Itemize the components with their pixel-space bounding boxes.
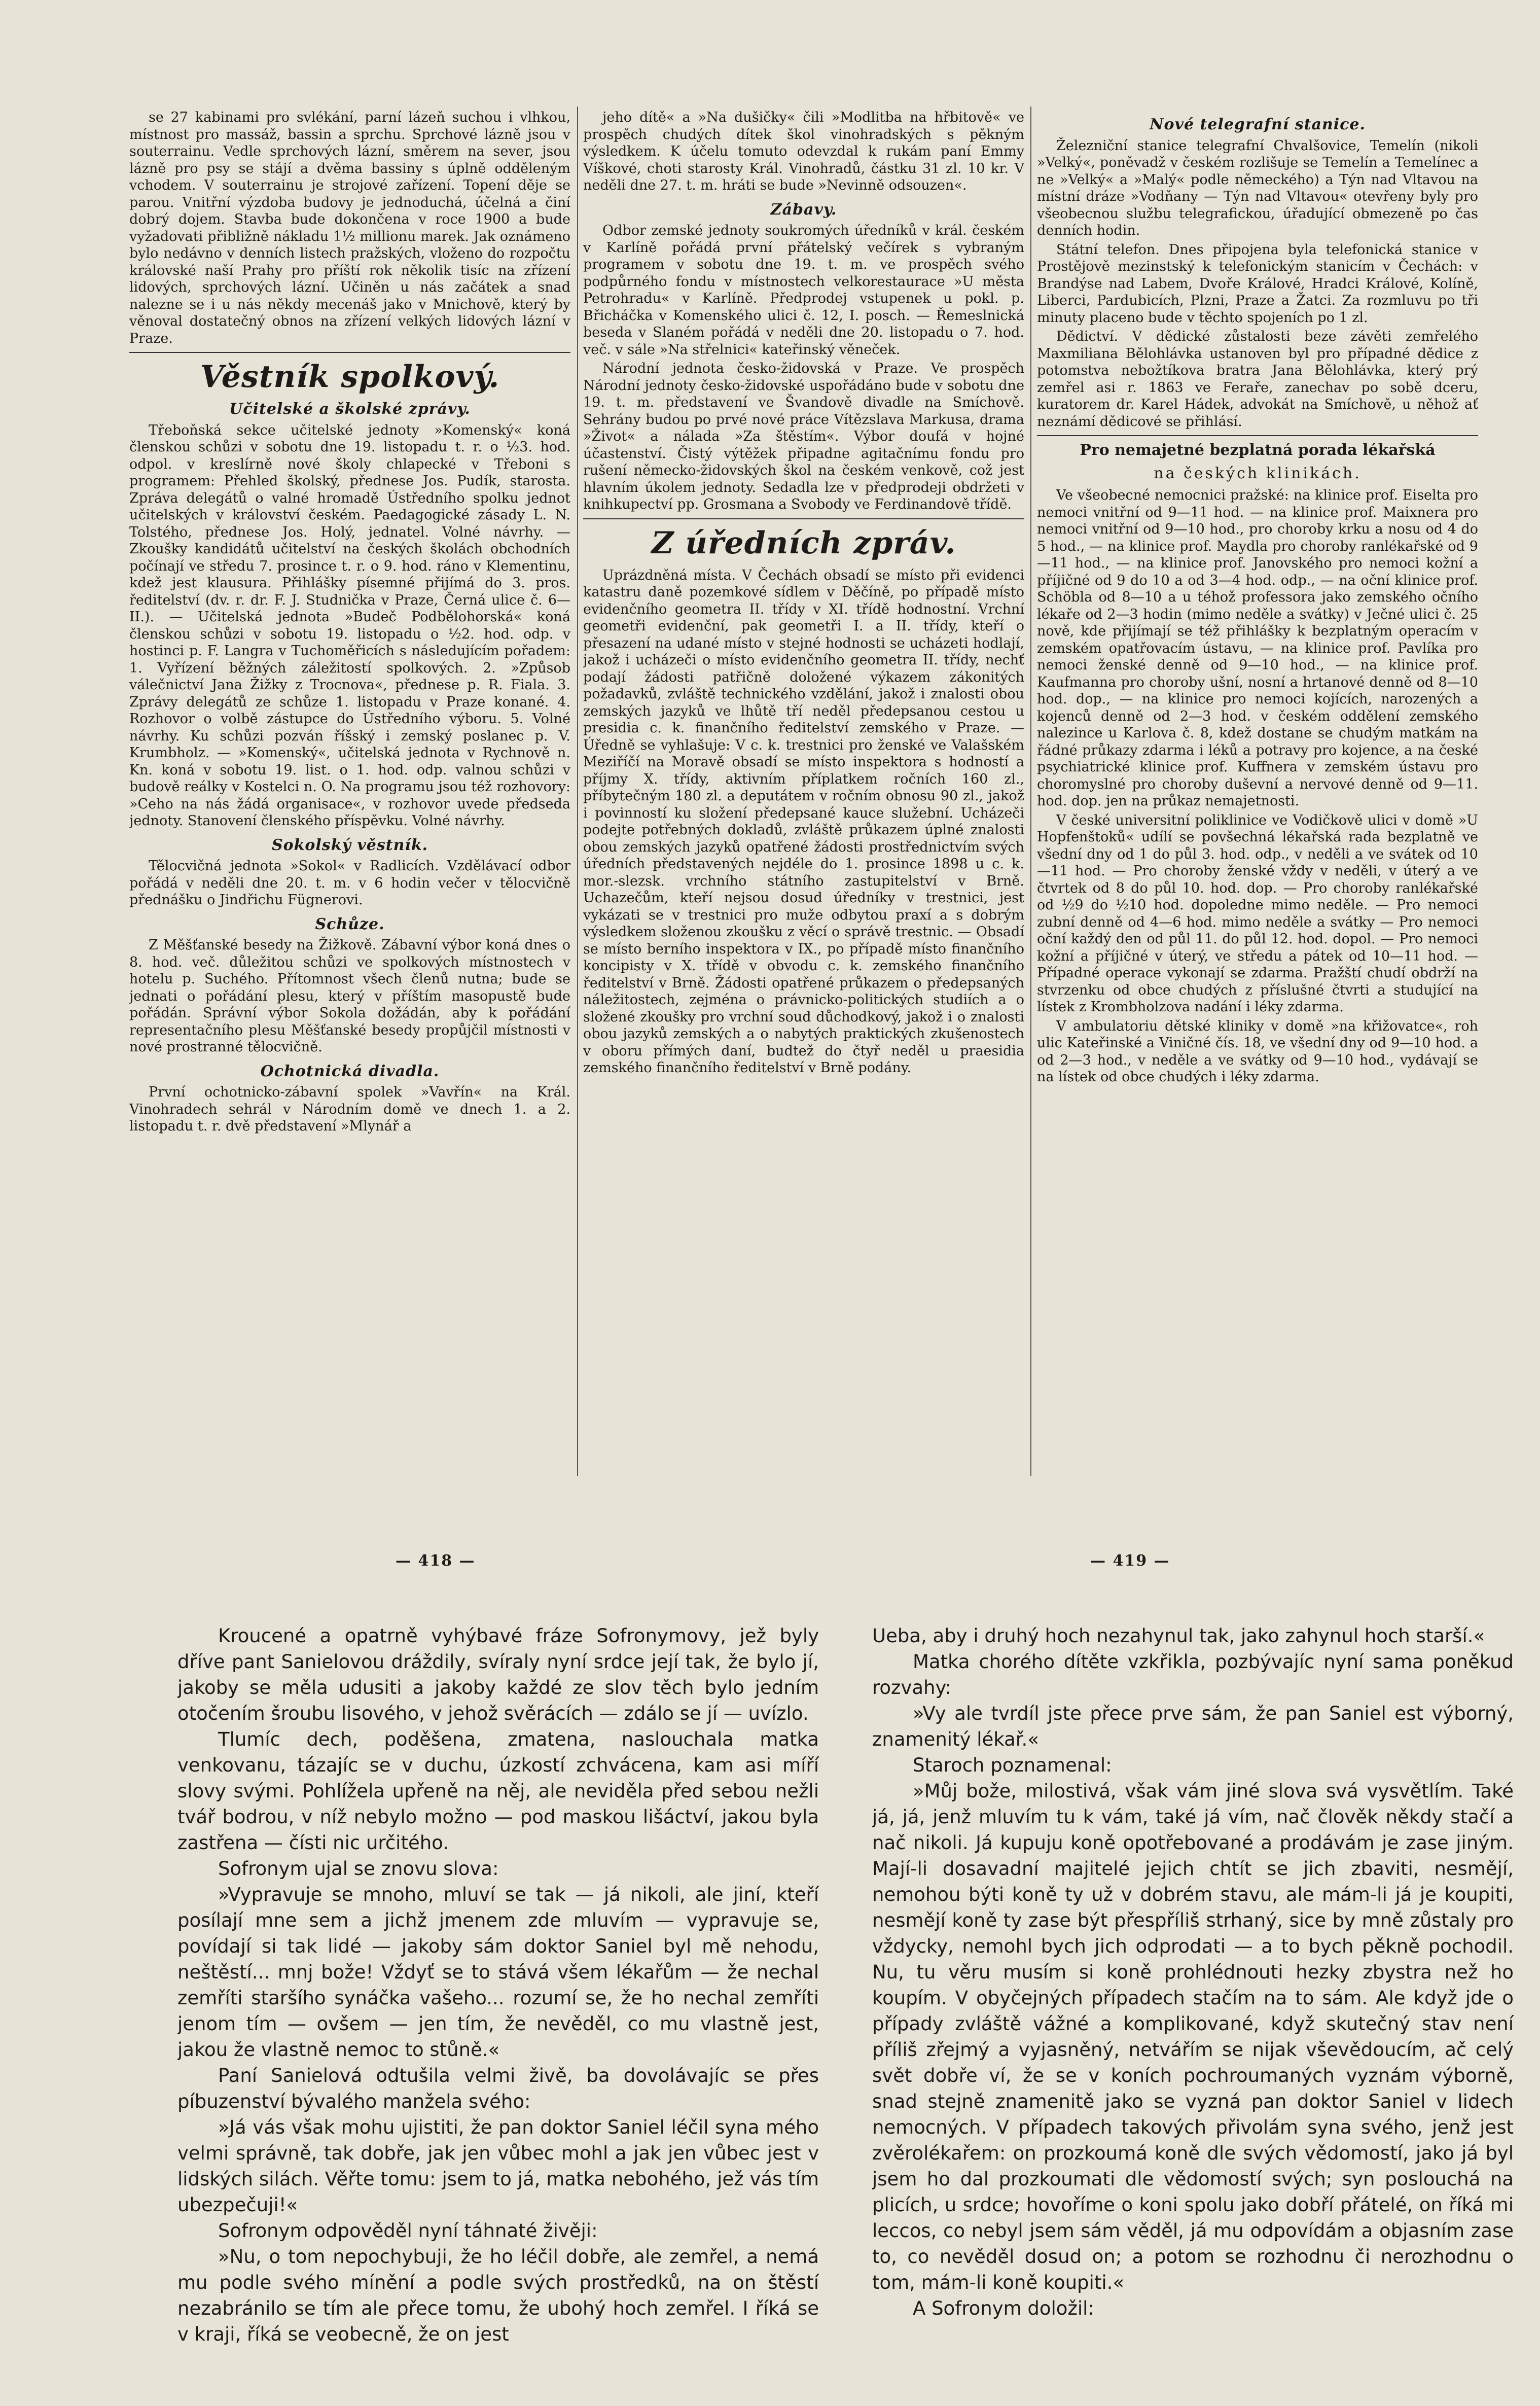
intro-paragraph: se 27 kabinami pro svlékání, parní lázeň suchou i vlhkou, místnost pro massáž, bassin a sprchu. Sprchové lázně jsou v souterrainu. Vedle sprchových lázní, směrem na sever, jsou lázně pro psy se stájí a dvěma bassiny s úplně odděleným vchodem. V souterrainu je strojové zařízení. Topení děje se parou. Vnitřní výzdoba budovy je jednoduchá, účelná a činí dobrý dojem. Stavba bude dokončena v roce 1900 a bude vyžadovati přibližně nákladu 1½ millionu marek. Jak oznámeno bylo nedávno v denních listech pražských, vloženo do rozpočtu královské naší Prahy pro příští rok několik tisíc na zřízení lidových, sprchových lázní. Učiněn u nás začátek a snad nalezne se i u nás někdy mecenáš jako v Mnichově, který by věnoval dostatečný obnos na zřízení velkých lidových lázní v Praze. xyxy=(129,110,570,346)
text-paragraph: Ueba, aby i druhý hoch nezahynul tak, jako zahynul hoch starší.« xyxy=(872,1625,1485,1647)
column-3 xyxy=(1037,109,1478,1088)
text-paragraph: »Já vás však mohu ujistiti, že pan doktor Saniel léčil syna mého velmi správně, tak dobře, jak jen vůbec mohl a jak jen vůbec jest v lidských silách. Věřte tomu: jsem to já, matka nebohého, jež vás tím ubezpečuji!« xyxy=(177,2116,819,2216)
column-2 xyxy=(583,109,1024,1079)
paragraph-zabavy: Odbor zemské jednoty soukromých úředníků v král. českém v Karlíně pořádá první přátelský večírek s vybraným programem v sobotu dne 19. t. m. ve prospěch svého podpůrného fondu v místnostech velkorestaurace »U města Petrohradu« v Karlíně. Předprodej vstupenek u pokl. p. Břicháčka v Komenského ulici č. 12, I. posch. — Řemeslnická beseda v Slaném pořádá v neděli dne 20. listopadu o 7. hod. več. v sále »Na střelnici« kateřinský věneček. xyxy=(583,223,1024,358)
text-paragraph: Matka chorého dítěte vzkřikla, pozbývajíc nyní sama poněkud rozvahy: xyxy=(872,1651,1514,1699)
text-paragraph: »Vypravuje se mnoho, mluví se tak — já nikoli, ale jiní, kteří posílají mne sem a jichž jmenem zde mluvím — vypravuje se, povídají si tak lidé — jakoby sám doktor Saniel byl mě nehodu, neštěstí... mnj bože! Vždyť se to stává všem lékařům — že nechal zemříti staršího synáčka vašeho... rozumí se, že ho nechal zemříti jenom tím — ovšem — jen tím, že nevěděl, co mu vlastně jest, jakou že vlastně nemoc to stůně.« xyxy=(177,1884,819,2061)
text-paragraph: »Nu, o tom nepochybuji, že ho léčil dobře, ale zemřel, a nemá mu podle svého mínění a podle svých prostředků, na on štěstí nezabránilo se tím ale přece tomu, že ubohý hoch zemřel. I říká se v kraji, říká se veobecně, že on jest xyxy=(177,2246,819,2345)
text-paragraph: Staroch poznamenal: xyxy=(913,1754,1112,1776)
paragraph-narodni: Národní jednota česko-židovská v Praze. Ve prospěch Národní jednoty česko-židovské uspořádáno bude v sobotu dne 19. t. m. představení ve Švandově divadle na Smíchově. Sehrány budou po prvé nové práce Vítězslava Markusa, drama »Život« a nálada »Za štěstím«. Výbor doufá v hojné účastenství. Čistý výtěžek připadne agitačnímu fondu pro rušení německo-židovských škol na českém venkově, což jest hlavním úkolem jednoty. Sedadla lze v předprodeji obdržeti v knihkupectví pp. Grosmana a Svobody ve Ferdinandově třídě. xyxy=(583,361,1024,512)
divider xyxy=(583,518,1024,519)
heading-schuze: Schůze. xyxy=(315,915,385,933)
text-paragraph: »Vy ale tvrdíl jste přece prve sám, že pan Saniel est výborný, znamenitý lékař.« xyxy=(872,1703,1514,1750)
heading-ucitelske: Učitelské a školské zprávy. xyxy=(229,400,471,418)
divider xyxy=(129,352,570,353)
text-paragraph: Paní Sanielová odtušila velmi živě, ba dovolávajíc se přes píbuzenství bývalého manžela svého: xyxy=(177,2065,819,2112)
divider xyxy=(1037,435,1478,436)
page-number-419: — 419 — xyxy=(1090,1552,1170,1570)
text-paragraph: Kroucené a opatrně vyhýbavé fráze Sofronymovy, jež byly dříve pant Sanielovou dráždily, svíraly nyní srdce její tak, že bylo jí, jakoby se měla udusiti a jakoby každé ze slov těch bylo jedním otočením šroubu lisového, v jehož svěrácích — zdálo se jí — uvízlo. xyxy=(177,1625,819,1724)
lower-left-text xyxy=(177,1623,819,2347)
heading-poradna: Pro nemajetné bezplatná porada lékařská xyxy=(1080,441,1436,459)
intro-paragraph: jeho dítě« a »Na dušičky« čili »Modlitba na hřbitově« ve prospěch chudých dítek škol vinohradských s pěkným výsledkem. K účelu tomuto odevzdal k rukám paní Emmy Víškové, choti starosty Král. Vinohradů, částku 31 zl. 10 kr. V neděli dne 27. t. m. hráti se bude »Nevinně odsouzen«. xyxy=(583,110,1024,193)
paragraph-nove: Železniční stanice telegrafní Chvalšovice, Temelín (nikoli »Velký«, poněvadž v českém rozlišuje se Temelín a Temelínec a ne »Velký« a »Malý« podle německého) a Týn nad Vltavou na místní dráze »Vodňany — Týn nad Vltavou« otevřeny byly pro všeobecnou službu telegrafickou, úřadující obmezeně po čas denních hodin. xyxy=(1037,137,1478,238)
section-heading-vestnik: Věstník spolkový. xyxy=(200,359,500,395)
heading-poradna-sub: na českých klinikách. xyxy=(1154,465,1362,482)
column-1 xyxy=(129,109,570,1137)
paragraph-trebonska: Třeboňská sekce učitelské jednoty »Komenský« koná členskou schůzi v sobotu dne 19. listopadu t. r. o ½3. hod. odpol. v kreslírně nové školy chlapecké v Třeboni s programem: Přehled školský, přednese Jos. Pudík, starosta. Zpráva delegátů o valné hromadě Ústředního spolku jednot učitelských v království českém. Paedagogické zásady L. N. Tolstého, přednese Jos. Holý, jednatel. Volné návrhy. — Zkoušky kandidátů učitelství na českých školách obchodních počínají ve středu 7. prosince t. r. o 9. hod. ráno v Klementinu, kdež jest klausura. Přihlášky písemné přijímá do 3. pros. ředitelství (dv. r. dr. F. J. Studnička v Praze, Černá ulice č. 6—II.). — Učitelská jednota »Budeč Podbělohorská« koná členskou schůzi v sobotu 19. listopadu o ½2. hod. odp. v hostinci p. F. Langra v Tuchoměřicích s následujícím pořadem: 1. Vyřízení běžných záležitostí spolkových. 2. »Způsob válečnictví Jana Žižky z Trocnova«, přednese p. R. Fiala. 3. Zprávy delegátů ze schůze 1. listopadu v Praze konané. 4. Rozhovor o volbě zástupce do Ústředního výboru. 5. Volné návrhy. Ku schůzi pozván říšský i zemský poslanec p. V. Krumbholz. — »Komenský«, učitelská jednota v Rychnově n. Kn. koná v sobotu 19. list. o 1. hod. odp. valnou schůzi v budově reálky v Kostelci n. O. Na programu jsou též rozhovory: »Ceho na nás žádá organisace«, v rozhovor uvede předseda jednoty. Stanovení členského příspěvku. Volné návrhy. xyxy=(129,422,570,829)
heading-ochotnicka: Ochotnická divadla. xyxy=(260,1062,440,1080)
heading-sokolsky: Sokolský věstník. xyxy=(271,836,428,854)
heading-zabavy: Zábavy. xyxy=(770,200,837,219)
heading-nove-telegrafni: Nové telegrafní stanice. xyxy=(1150,116,1366,133)
paragraph-univ: V české universitní poliklinice ve Vodičkově ulici v domě »U Hopfenštoků« udílí se povšechná lékařská rada bezplatně ve všední dny od 1 do půl 3. hod. odp., v neděli a ve svátek od 10—11 hod. — Pro choroby ženské vždy v neděli, v úterý a ve čtvrtek od 8 do půl 10. hod. dop. — Pro choroby ranlékařské od ½9 do ½10 hod. dopoledne mimo neděle. — Pro nemoci zubní denně od 4—6 hod. mimo neděle a svátky — Pro nemoci oční každý den od půl 11. do půl 12. hod. dopol. — Pro nemoci kožní a příjičné v úterý, ve středu a pátek od 10—11 hod. — Případné operace vykonají se zdarma. Pražští chudí obdrží na stvrzenku od obce chudých z příslušné čtvrti a studující na lístek z Krombholzova nadání i léky zdarma. xyxy=(1037,812,1478,1015)
paragraph-ambulatorium: V ambulatoriu dětské kliniky v domě »na křižovatce«, roh ulic Kateřinské a Viničné čís. 18, ve všední dny od 9—10 hod. a od 2—3 hod., v neděle a ve svátky od 9—10 hod., vydávají se na lístek od obce chudých i léky zdarma. xyxy=(1037,1018,1478,1085)
paragraph-vseobecne: Ve všeobecné nemocnici pražské: na klinice prof. Eiselta pro nemoci vnitřní od 9—11 hod. — na klinice prof. Maixnera pro nemoci vnitřní od 9—10 hod., pro choroby krku a nosu od 4 do 5 hod., — na klinice prof. Maydla pro choroby ranlékařské od 9—11 hod., — na klinice prof. Janovského pro nemoci kožní a příjičné od 9 do 10 a od 3—4 hod. odp., — na oční klinice prof. Schöbla od 8—10 a u téhož professora jako zemského očního lékaře od 2—3 hodin (mimo neděle a svátky) v Ječné ulici č. 25 nově, kde přijímají se též přihlášky k bezplatným operacím v zemském opatřovacím ústavu, — na klinice prof. Pavlíka pro nemoci ženské denně od 9—10 hod., — na klinice prof. Kaufmanna pro choroby ušní, nosní a hrtanové denně od 8—10 hod. dop., — na klinice pro nemoci kojících, narozených a kojenců denně od 2—3 hod. v českém oddělení zemského nalezince u Karlova č. 8, kdež dostane se chudým matkám na řádné průkazy zdarma i léků a potravy pro kojence, a na české psychiatrické klinice prof. Kuffnera v zemském ústavu pro choromyslné pro choroby duševní a nervové denně od 9—11. hod. dop. jen na průkaz nemajetnosti. xyxy=(1037,487,1478,809)
text-paragraph: Tlumíc dech, poděšena, zmatena, naslouchala matka venkovanu, tázajíc se v duchu, úzkostí zchvácena, kam asi míří slovy svými. Pohlížela upřeně na něj, ale neviděla před sebou nežli tvář bodrou, v níž nebylo možno — pod maskou lišáctví, jakou byla zastřena — čísti nic určitého. xyxy=(177,1728,819,1854)
lower-right-text xyxy=(872,1623,1514,2321)
page-number-418: — 418 — xyxy=(396,1552,476,1570)
paragraph-sokol: Tělocvičná jednota »Sokol« v Radlicích. Vzdělávací odbor pořádá v neděli dne 20. t. m. v 6 hodin večer v tělocvičně přednášku o Jindřichu Fügnerovi. xyxy=(129,858,570,908)
text-paragraph: »Můj bože, milostivá, však vám jiné slova svá vysvětlím. Také já, já, jenž mluvím tu k vám, také já vím, nač člověk někdy stačí a nač nikoli. Já kupuju koně opotřebované a prodávám je zase jiným. Mají-li dosavadní majitelé jejich chtít se jich zbaviti, nesmějí, nemohou býti koně ty už v dobrém stavu, ale mám-li já je koupiti, nesmějí koně ty zase být přespříliš strhaný, sice by mně zůstaly pro vždycky, nemohl bych jich odprodati — a to bych pěkně pochodil. Nu, tu věru musím si koně prohlédnouti hezky zbystra než ho koupím. V obyčejných případech stačím na to sám. Ale když jde o případy zvláště vážné a komplikované, když skutečný stav není příliš zřejmý a vyjasněný, netvářím se nijak vševědoucím, ač celý svět dobře ví, že se v koních pochroumaných vyznám výborně, snad stejně znamenitě jako se vyzná pan doktor Saniel v lidech nemocných. V případech takových přivolám syna svého, jenž jest zvěrolékařem: on prozkoumá koně dle svých vědomostí, jako já byl jsem ho dal prozkoumati dle vědomostí svých; syn poslouchá na plicích, u srdce; hovoříme o koni spolu jako dobří přátelé, on říká mi leccos, co nebyl jsem sám věděl, já mu odpovídám a objasním zase to, co nevěděl dosud on; a potom se rozhodnu či nerozhodnu o tom, mám-li koně koupiti.« xyxy=(872,1780,1514,2293)
column-divider xyxy=(1030,107,1031,1476)
text-paragraph: Sofronym odpověděl nyní táhnaté živěji: xyxy=(218,2220,598,2242)
text-paragraph: A Sofronym doložil: xyxy=(913,2297,1094,2319)
paragraph-statni-telefon: Státní telefon. Dnes připojena byla telefonická stanice v Prostějově mezinstský k telefonickým stanicím v Čechách: v Brandýse nad Labem, Dvoře Králové, Hradci Králové, Kolíně, Liberci, Pardubicích, Plzni, Praze a Žatci. Za rozmluvu po tři minuty placeno bude v těchto spojeních po 1 zl. xyxy=(1037,241,1478,326)
paragraph-uprazdnena: Uprázdněná místa. V Čechách obsadí se místo při evidenci katastru daně pozemkové sídlem v Děčíně, po případě místo evidenčního geometra II. třídy v XI. třídě hodnostní. Vrchní geometři evidenční, pak geometři I. a II. třídy, kteří o přesazení na udané místo v stejné hodnosti se ucházeti hodlají, jakož i ucházeči o místo evidenčního geometra II. třídy, nechť podají žádosti patřičně doložené výkazem zákonitých požadavků, zvláště technického vzdělání, jakož i znalosti obou zemských jazyků ve lhůtě tří neděl předepsanou cestou u presidia c. k. finančního ředitelství zemského v Praze. — Úředně se vyhlašuje: V c. k. trestnici pro ženské ve Valašském Meziříčí na Moravě obsadí se místo inspektora s hodností a příjmy X. třídy, aktivním příplatkem ročních 160 zl., příbytečným 180 zl. a deputátem v ročním obnosu 90 zl., jakož i povinností ku složení předepsané kauce služební. Ucházeči podejte potřebných dokladů, zvláště průkazem úplné znalosti obou zemských jazyků opatřené žádosti prostřednictvím svých úředních představených nejdéle do 1. prosince 1898 u c. k. mor.-slezsk. vrchního státního zastupitelství v Brně. Uchazečům, kteří nejsou dosud úředníky v trestnici, jest vykázati se v trestnici pro muže odbytou praxí a s dobrým výsledkem složenou zkoušku z věcí o správě trestnic. — Obsadí se místo berního inspektora v IX., po případě místo finančního koncipisty v X. třídě v obvodu c. k. zemského finančního ředitelství v Brně. Žádosti opatřené průkazem o předepsaných náležitostech, zejména o právnicko-politických studiích a o složené zkoušky pro vrchní soud důchodkový, jakož i o znalosti obou jazyků zemských a o nabytých praktických zkušenostech v oboru přímých daní, budtež do čtyř neděl u praesidia zemského finančního ředitelství v Brně podány. xyxy=(583,567,1024,1076)
paragraph-schuze: Z Měšťanské besedy na Žižkově. Zábavní výbor koná dnes o 8. hod. več. důležitou schůzi ve spolkových místnostech v hotelu p. Suchého. Přítomnost všech členů nutna; bude se jednati o pořádání plesu, který v příštím masopustě bude pořádán. Správní výbor Sokola dožádán, aby k pořádání representačního plesu Měšťanské besedy propůjčil místnosti v nové prostranné tělocvičně. xyxy=(129,937,570,1055)
paragraph-dedictvi: Dědictví. V dědické zůstalosti beze závěti zemřelého Maxmiliana Bělohlávka ustanoven byl pro případné dědice z potomstva nebožtíkova bratra Jana Bělohlávka, který prý zemřel asi r. 1863 ve Feraře, zanechav po sobě dceru, kuratorem dr. Karel Hádek, advokát na Smíchově, u něhož ať neznámí dědicové se přihlásí. xyxy=(1037,329,1478,430)
text-paragraph: Sofronym ujal se znovu slova: xyxy=(218,1858,499,1880)
column-divider xyxy=(577,107,578,1476)
paragraph-ochotnicka: První ochotnicko-zábavní spolek »Vavřín« na Král. Vinohradech sehrál v Národním domě ve dnech 1. a 2. listopadu t. r. dvě představení »Mlynář a xyxy=(129,1084,570,1134)
section-heading-z-uradnich: Z úředních zpráv. xyxy=(651,525,956,561)
